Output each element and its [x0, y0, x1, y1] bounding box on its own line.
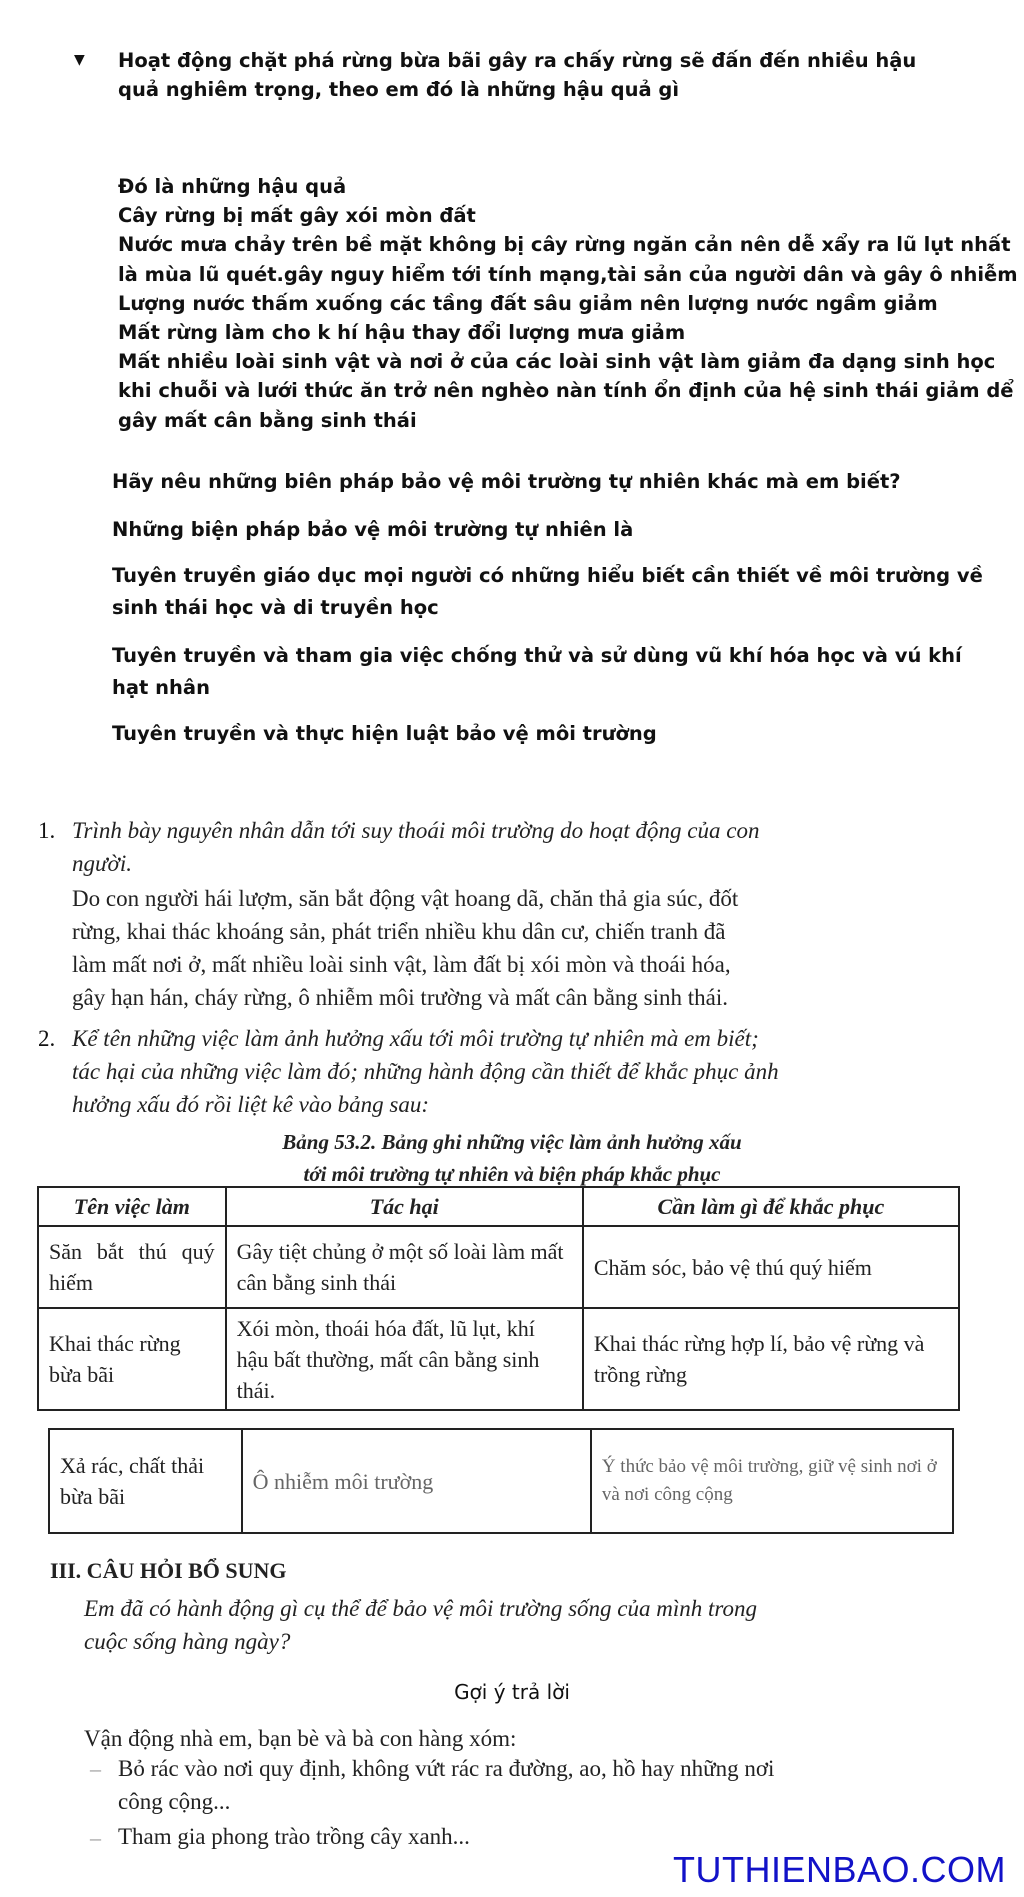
book-answer-1-line: gây hạn hán, cháy rừng, ô nhiễm môi trường và mất cân bằng sinh thái.: [72, 985, 729, 1010]
table-caption-line: tới môi trường tự nhiên và biện pháp khắc phục: [303, 1162, 721, 1186]
dash-marker: –: [90, 1825, 101, 1850]
answer-1-line: là mùa lũ quét.gây nguy hiểm tới tính mạng,tài sản của người dân và gây ô nhiễm: [118, 262, 1018, 286]
hint-title: Gợi ý trả lời: [454, 1680, 570, 1704]
answer-2-intro: Những biện pháp bảo vệ môi trường tự nhiên là: [112, 518, 634, 541]
book-question-1: [72, 814, 759, 880]
extra-question-line: cuộc sống hàng ngày?: [84, 1629, 291, 1654]
table-cell: Khai thác rừng hợp lí, bảo vệ rừng và trồng rừng: [583, 1308, 959, 1410]
answer-1-line: gây mất cân bằng sinh thái: [118, 408, 417, 432]
table-continued: [48, 1428, 954, 1534]
extra-question-line: Em đã có hành động gì cụ thể để bảo vệ môi trường sống của mình trong: [84, 1596, 757, 1621]
hint-intro: Vận động nhà em, bạn bè và bà con hàng xóm:: [84, 1726, 517, 1751]
watermark: TUTHIENBAO.COM: [672, 1849, 1006, 1890]
answer-1: [118, 172, 1018, 435]
answer-1-line: Cây rừng bị mất gây xói mòn đất: [118, 204, 476, 228]
hint-item-1: [118, 1752, 774, 1818]
table-cell: Săn bắt thú quý hiếm: [38, 1226, 226, 1308]
table-header: Tên việc làm: [38, 1187, 226, 1226]
table-cell: Xả rác, chất thải bừa bãi: [49, 1429, 242, 1533]
table-row: [49, 1429, 953, 1533]
bullet-arrow-icon: ▼: [74, 52, 85, 68]
question-1-line: Hoạt động chặt phá rừng bừa bãi gây ra chấy rừng sẽ đấn đến nhiều hậu: [118, 49, 917, 72]
book-question-2-line: tác hại của những việc làm đó; những hành động cần thiết để khắc phục ảnh: [72, 1059, 779, 1084]
section-title: III. CÂU HỎI BỔ SUNG: [50, 1558, 287, 1583]
question-2: Hãy nêu những biên pháp bảo vệ môi trường tự nhiên khác mà em biết?: [112, 470, 901, 493]
answer-2-item-2-line: hạt nhân: [112, 676, 210, 699]
answer-2-item-1-line: sinh thái học và di truyền học: [112, 596, 439, 619]
table-cell: Xói mòn, thoái hóa đất, lũ lụt, khí hậu bất thường, mất cân bằng sinh thái.: [226, 1308, 583, 1410]
table-caption-line: Bảng 53.2. Bảng ghi những việc làm ảnh hưởng xấu: [282, 1130, 742, 1154]
table-cell: Ô nhiễm môi trường: [242, 1429, 591, 1533]
answer-2-item-3: Tuyên truyền và thực hiện luật bảo vệ môi trường: [112, 722, 657, 745]
table-cell: Gây tiệt chủng ở một số loài làm mất cân bằng sinh thái: [226, 1226, 583, 1308]
table-row: [38, 1308, 959, 1410]
dash-marker: –: [90, 1756, 101, 1781]
book-answer-1-line: Do con người hái lượm, săn bắt động vật hoang dã, chăn thả gia súc, đốt: [72, 886, 739, 911]
question-1-line: quả nghiêm trọng, theo em đó là những hậu quả gì: [118, 78, 680, 101]
table-cell: Khai thác rừng bừa bãi: [38, 1308, 226, 1410]
answer-1-line: Đó là những hậu quả: [118, 175, 347, 198]
table-header: Tác hại: [226, 1187, 583, 1226]
book-question-2-number: 2.: [38, 1026, 56, 1051]
hint-item-1-line: công cộng...: [118, 1789, 231, 1814]
book-question-2-line: hưởng xấu đó rồi liệt kê vào bảng sau:: [72, 1092, 429, 1117]
table-cell: Chăm sóc, bảo vệ thú quý hiếm: [583, 1226, 959, 1308]
book-question-2-line: Kể tên những việc làm ảnh hưởng xấu tới môi trường tự nhiên mà em biết;: [72, 1026, 759, 1051]
answer-2-item-2-line: Tuyên truyền và tham gia việc chống thử và sử dùng vũ khí hóa học và vú khí: [112, 644, 962, 667]
table-caption: [0, 1126, 1024, 1190]
answer-1-line: Mất rừng làm cho k hí hậu thay đổi lượng mưa giảm: [118, 321, 686, 345]
book-answer-1-line: làm mất nơi ở, mất nhiều loài sinh vật, làm đất bị xói mòn và thoái hóa,: [72, 952, 731, 977]
table-header: Cần làm gì để khắc phục: [583, 1187, 959, 1226]
book-answer-1-line: rừng, khai thác khoáng sản, phát triển nhiều khu dân cư, chiến tranh đã: [72, 919, 726, 944]
book-question-1-line: người.: [72, 851, 132, 876]
table-header-row: [38, 1187, 959, 1226]
answer-1-line: Lượng nước thấm xuống các tầng đất sâu giảm nên lượng nước ngầm giảm: [118, 291, 938, 315]
extra-question: [84, 1592, 757, 1658]
hint-item-2: Tham gia phong trào trồng cây xanh...: [118, 1824, 470, 1849]
table-row: [38, 1226, 959, 1308]
book-question-1-line: Trình bày nguyên nhân dẫn tới suy thoái môi trường do hoạt động của con: [72, 818, 760, 843]
answer-2-item-2: [112, 640, 962, 704]
question-1: [118, 46, 916, 104]
answer-1-line: khi chuỗi và lưới thức ăn trở nên nghèo nàn tính ổn định của hệ sinh thái giảm dể: [118, 379, 1014, 403]
book-answer-1: [72, 882, 738, 1014]
book-question-1-number: 1.: [38, 818, 56, 843]
book-question-2: [72, 1022, 779, 1121]
table-cell: Ý thức bảo vệ môi trường, giữ vệ sinh nơi ở và nơi công cộng: [591, 1429, 953, 1533]
hint-item-1-line: Bỏ rác vào nơi quy định, không vứt rác ra đường, ao, hồ hay những nơi: [118, 1756, 775, 1781]
answer-1-line: Mất nhiều loài sinh vật và nơi ở của các loài sinh vật làm giảm đa dạng sinh học: [118, 350, 996, 374]
table-53-2: [37, 1186, 960, 1411]
answer-1-line: Nước mưa chảy trên bề mặt không bị cây rừng ngăn cản nên dễ xẩy ra lũ lụt nhất: [118, 233, 1011, 257]
answer-2-item-1: [112, 560, 983, 624]
answer-2-item-1-line: Tuyên truyền giáo dục mọi người có những hiểu biết cần thiết về môi trường về: [112, 564, 983, 587]
